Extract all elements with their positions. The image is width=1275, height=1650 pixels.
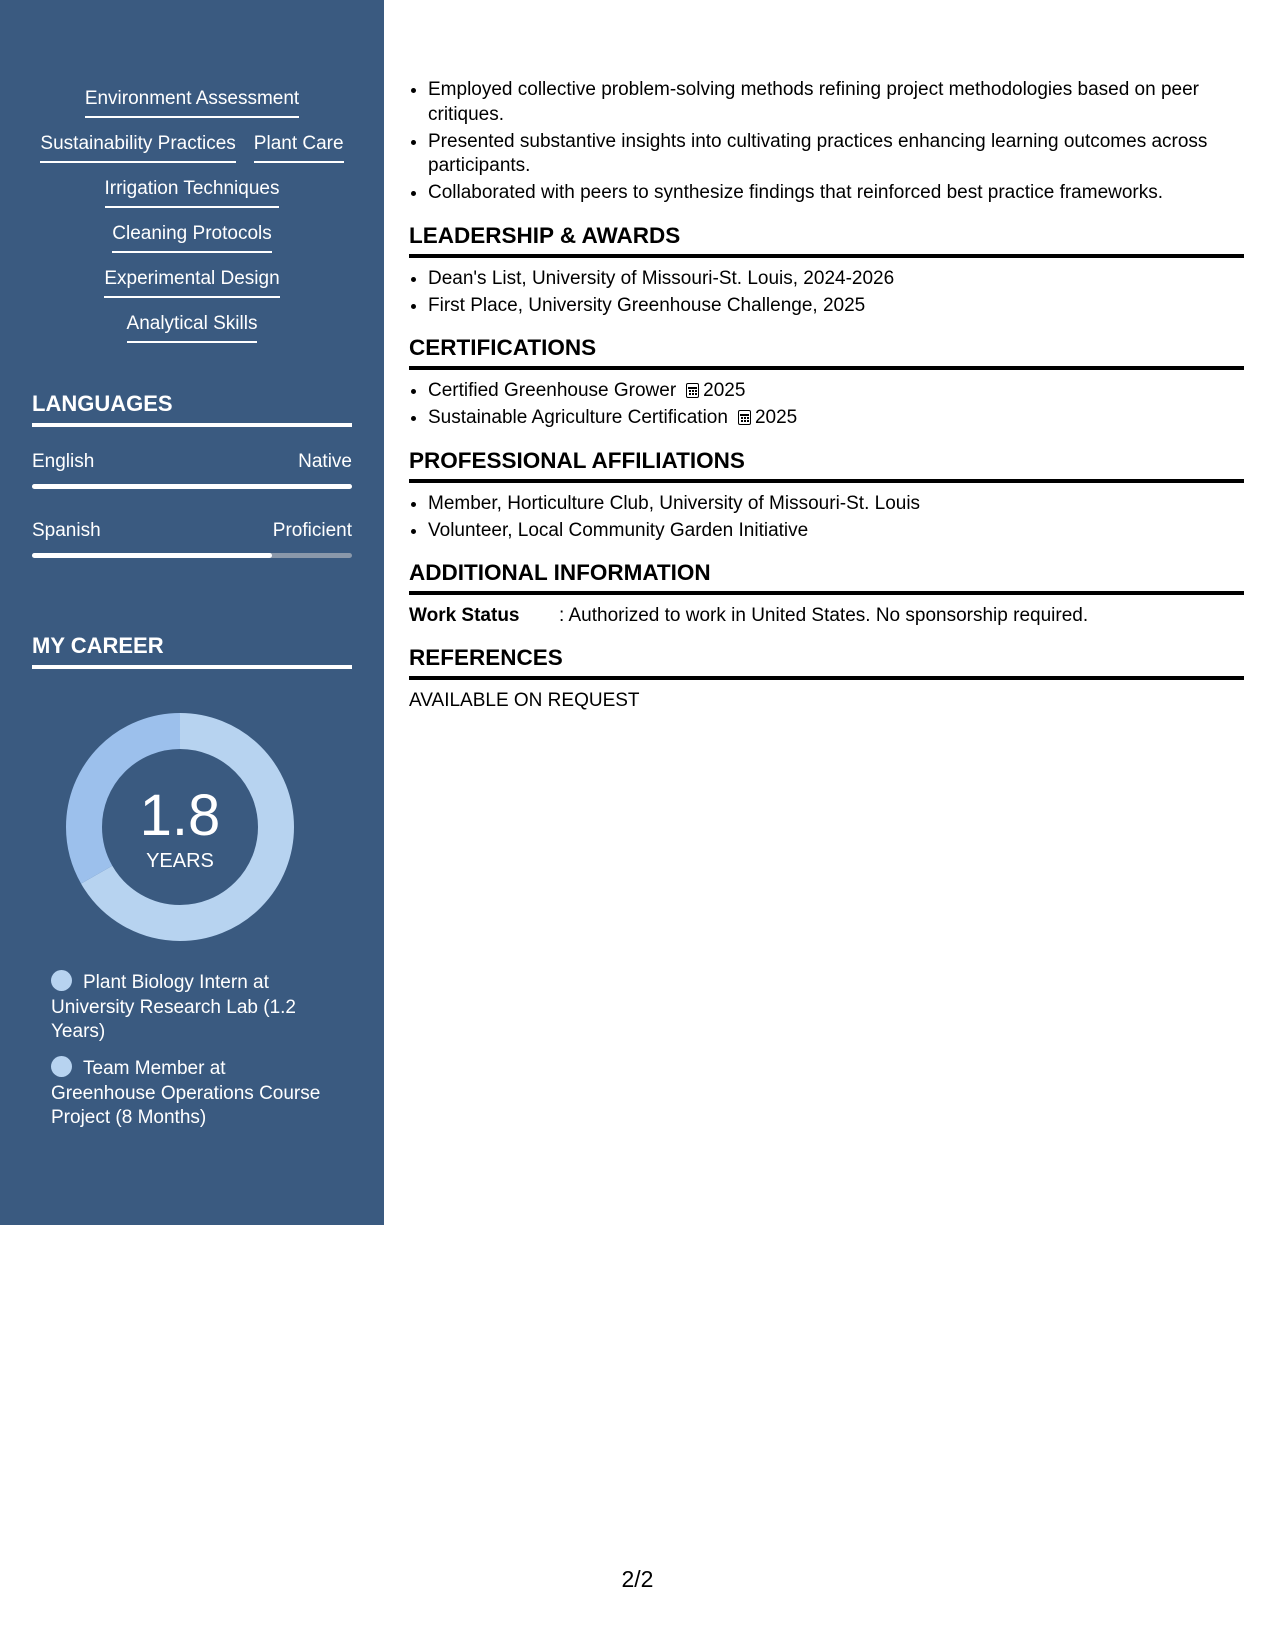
experience-bullets xyxy=(409,78,1244,206)
skill-tag: Irrigation Techniques xyxy=(105,176,280,208)
list-item: • Dean's List, University of Missouri-St. Louis, 2024-2026 xyxy=(428,267,1244,292)
career-item-text: Team Member at Greenhouse Operations Course Project (8 Months) xyxy=(51,1058,321,1128)
language-level: Proficient xyxy=(272,520,352,541)
language-name: Spanish xyxy=(32,520,101,541)
language-english xyxy=(32,450,352,489)
list-item: • Employed collective problem-solving methods refining project methodologies based on peer critiques. xyxy=(428,78,1244,127)
skill-tag: Environment Assessment xyxy=(85,86,299,118)
skill-tag: Cleaning Protocols xyxy=(112,221,271,253)
main-content xyxy=(409,78,1244,713)
language-name: English xyxy=(32,451,95,472)
additional-info-heading: ADDITIONAL INFORMATION xyxy=(409,559,1244,595)
career-item xyxy=(51,1056,331,1131)
career-total-unit: YEARS xyxy=(146,850,214,872)
career-item xyxy=(51,970,331,1045)
language-bar xyxy=(32,484,352,489)
calendar-icon xyxy=(738,410,751,425)
skill-tag: Analytical Skills xyxy=(127,311,258,343)
language-bar xyxy=(32,553,352,558)
career-total-number: 1.8 xyxy=(139,783,221,848)
references-text: AVAILABLE ON REQUEST xyxy=(409,690,640,711)
references-heading: REFERENCES xyxy=(409,644,1244,680)
list-item: • Volunteer, Local Community Garden Initiative xyxy=(428,519,1244,544)
career-item-text: Plant Biology Intern at University Research Lab (1.2 Years) xyxy=(51,972,296,1042)
skill-tag: Experimental Design xyxy=(104,266,279,298)
certifications-list xyxy=(409,379,1244,431)
career-heading: MY CAREER xyxy=(32,633,352,669)
calendar-icon xyxy=(686,383,699,398)
language-bar-fill xyxy=(32,484,352,489)
skill-row xyxy=(20,221,364,266)
career-total xyxy=(66,785,294,873)
work-status-row xyxy=(409,604,1244,628)
certifications-heading: CERTIFICATIONS xyxy=(409,334,1244,370)
language-bar-fill xyxy=(32,553,272,558)
work-status-value: : Authorized to work in United States. No sponsorship required. xyxy=(559,605,1089,626)
certification-name: Sustainable Agriculture Certification xyxy=(428,407,728,428)
skill-row xyxy=(20,86,364,131)
language-spanish xyxy=(32,519,352,558)
legend-dot xyxy=(51,970,72,991)
affiliations-list xyxy=(409,492,1244,544)
leadership-list xyxy=(409,267,1244,319)
list-item: • First Place, University Greenhouse Challenge, 2025 xyxy=(428,294,1244,319)
affiliations-heading: PROFESSIONAL AFFILIATIONS xyxy=(409,447,1244,483)
list-item: • Member, Horticulture Club, University of Missouri-St. Louis xyxy=(428,492,1244,517)
skill-tag: Sustainability Practices xyxy=(40,131,235,163)
skill-tag: Plant Care xyxy=(254,131,344,163)
certification-item xyxy=(428,379,1244,404)
work-status-label: Work Status xyxy=(409,605,520,626)
language-level: Native xyxy=(298,451,352,472)
skill-row xyxy=(20,311,364,356)
page-number: 2/2 xyxy=(621,1566,654,1592)
list-item: • Presented substantive insights into cultivating practices enhancing learning outcomes across participants. xyxy=(428,130,1244,179)
certification-item xyxy=(428,406,1244,431)
skill-row xyxy=(20,131,364,176)
skill-row xyxy=(20,176,364,221)
sidebar xyxy=(0,0,384,1225)
skills-list xyxy=(20,86,364,356)
certification-name: Certified Greenhouse Grower xyxy=(428,380,677,401)
certification-year: 2025 xyxy=(703,380,746,401)
leadership-heading: LEADERSHIP & AWARDS xyxy=(409,222,1244,258)
languages-heading: LANGUAGES xyxy=(32,391,352,427)
list-item: • Collaborated with peers to synthesize findings that reinforced best practice frameworks. xyxy=(428,181,1244,206)
legend-dot xyxy=(51,1056,72,1077)
certification-year: 2025 xyxy=(754,407,798,428)
skill-row xyxy=(20,266,364,311)
